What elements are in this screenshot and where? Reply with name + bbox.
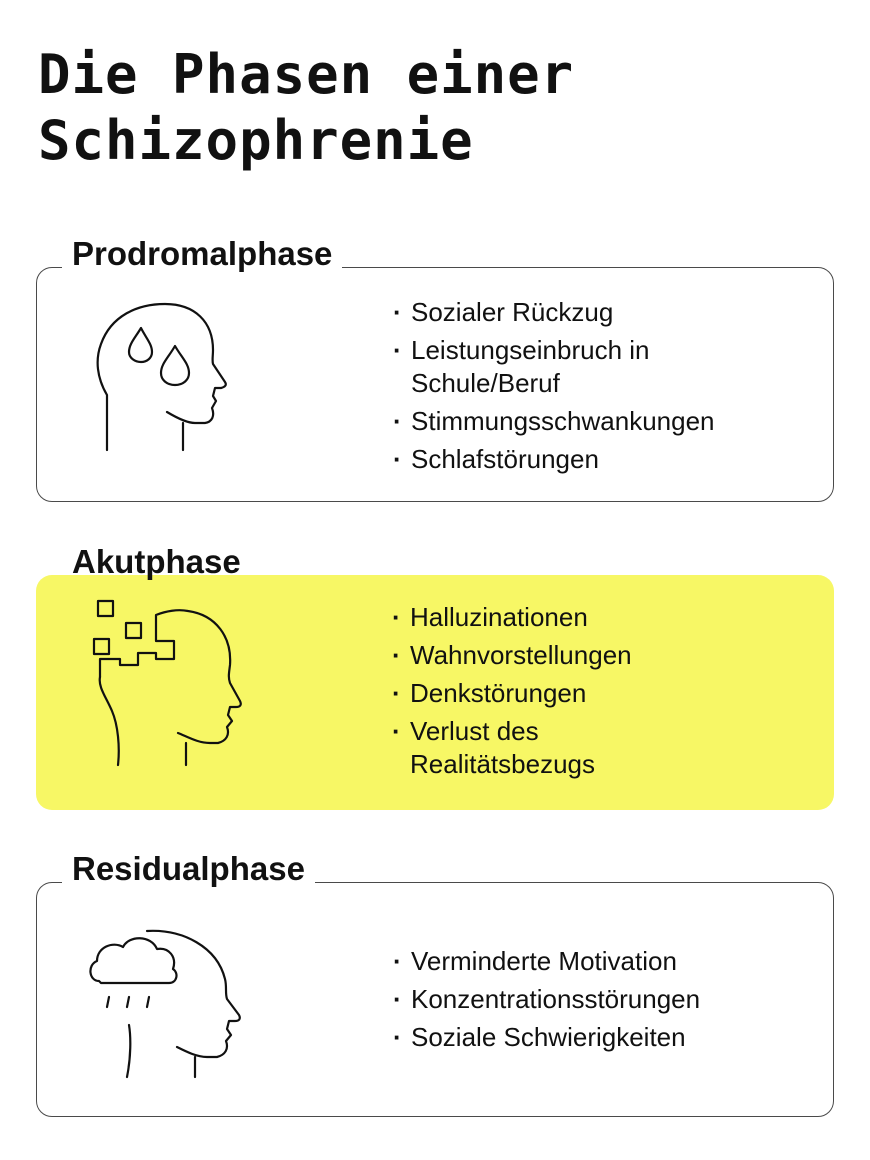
phase-prodromal (36, 232, 834, 504)
list-item: · Leistungseinbruch in Schule/Beruf (393, 334, 711, 400)
phase-residual-symptom-list (393, 945, 700, 1059)
list-item: · Verlust des Realitätsbezugs (392, 715, 640, 781)
phase-prodromal-card (36, 267, 834, 502)
list-item: · Schlafstörungen (393, 443, 715, 476)
phase-prodromal-symptom-list (393, 296, 715, 481)
list-item: · Sozialer Rückzug (393, 296, 715, 329)
page-title-line-2: Schizophrenie (38, 109, 474, 172)
fragmented-head-icon (92, 597, 242, 772)
list-item: · Konzentrationsstörungen (393, 983, 700, 1016)
phase-acute-heading: Akutphase (72, 543, 241, 580)
list-item: · Denkstörungen (392, 677, 640, 710)
head-with-teardrops-icon (95, 300, 235, 452)
phase-residual-card (36, 882, 834, 1117)
list-item: · Halluzinationen (392, 601, 640, 634)
phase-residual-heading: Residualphase (62, 847, 315, 891)
phase-acute-card (36, 575, 834, 810)
phase-residual (36, 847, 834, 1119)
list-item: · Wahnvorstellungen (392, 639, 640, 672)
list-item: · Soziale Schwierigkeiten (393, 1021, 700, 1054)
page-title-line-1: Die Phasen einer (38, 43, 575, 106)
list-item: · Verminderte Motivation (393, 945, 700, 978)
phase-acute-symptom-list (392, 601, 640, 786)
page-title (38, 42, 838, 174)
phase-acute (36, 540, 834, 812)
phase-prodromal-heading: Prodromalphase (62, 232, 342, 276)
head-with-raincloud-icon (87, 927, 247, 1082)
list-item: · Stimmungsschwankungen (393, 405, 715, 438)
